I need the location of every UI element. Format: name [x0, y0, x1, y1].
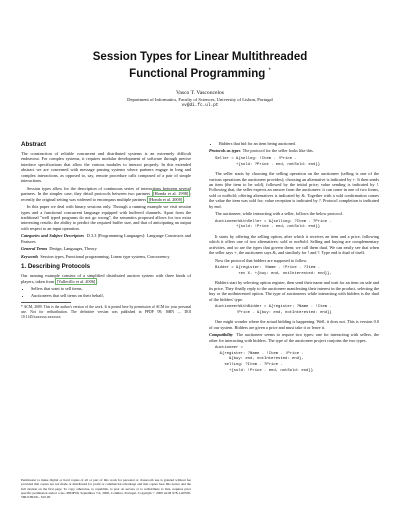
protocols-text: The protocol for the seller looks like this. [242, 148, 314, 154]
abstract-heading: Abstract [21, 141, 47, 148]
abstract-p2-text-a: Session types allow for the description of continuous series of interactions between several partners. In the simpler case, they detail protocols between two partners [21, 185, 191, 197]
paper-header [20, 50, 380, 109]
footnote: * ACM, 2009. This is the author's version of the work. It is posted here by permission of ACM for your personal use. Not for redistribution. The definitive version was published in PPDP '09, ISBN ..., DOI 10.1145/xxxxxxx.xxxxxxx [21, 305, 191, 319]
left-column [21, 141, 191, 319]
seller-paragraph: The seller starts by choosing the selling operation on the auctioneer (selling is one of the various operations the auctioneer provides); choosing an alternative is indicated by +. It then sends an item (the item to be sold), followed by the initial price; value sending is indicated by !. Following that, the seller expects an answer from the auctioneer: it can come in one of two forms, sold or notSold; offering alternatives is indicated by &. Together with a sold confirmation comes the value the item was sold for; value reception is indicated by ?. Protocol completion is indicated by end. [209, 171, 379, 209]
title-line-1: Session Types for Linear Multithreaded [92, 51, 308, 63]
footnote-rule [21, 302, 71, 303]
auctioneer-paragraph: The auctioneer, while interacting with a seller, follows the below protocol. [215, 211, 343, 217]
code-block-auctioneer-bidder: AuctioneerWithBidder = &{register: ?Name . !Item . !Price . &{buy: end, notInterested: end}} [215, 305, 332, 315]
protocols-label: Protocols as types [209, 148, 241, 154]
citation-link[interactable]: [Vallecillo et al. 2006] [56, 278, 96, 284]
general-terms-label: General Terms [21, 246, 48, 252]
abstract-paragraph-2 [21, 186, 191, 202]
one-weak-paragraph: One might wonder where the actual bidding is happening. Well, it does not. This is version 0.0 of our system. Bidders are given a price and must take it or leave it. [209, 319, 379, 330]
compatibility-label: Compatibility [209, 332, 233, 338]
player-list [21, 286, 191, 298]
section-paragraph-1 [21, 273, 191, 284]
code-block-seller: Seller = &{sellng: !Item . !Price . +{sold: ?Price . end, notSold: end}} [215, 156, 321, 167]
author-affiliation: Department of Informatics, Faculty of Sciences, University of Lisbon, Portugal [127, 96, 273, 102]
bidder-intro-paragraph: Now the protocol that bidders are supposed to follow. [215, 257, 308, 263]
code-block-auctioneer-seller: AuctioneerWithSeller = &{selling: ?Item . ?Price . +{sold: !Price . end, notSold: end}} [215, 219, 332, 230]
list-item: • Bidders that bid for an item being auctioned. [219, 141, 379, 146]
abstract-p2-text-b: ; recently the original setting was widened to encompass multiple partners [21, 191, 191, 202]
copyright-notice: Permission to make digital or hard copies of all or part of this work for personal or classroom use is granted without fee provided that copies are not made or distributed for profit or commercial advantage and that copies bear this notice and the full citation on the first page. To copy otherwise, to republish, to post on servers or to redistribute to lists, requires prior specific permission and/or a fee. PPDP'09, September 7-9, 2009, Coimbra, Portugal. Copyright © 2009 ACM 978-1-60558-568-0/09/09... $10.00 [21, 478, 191, 500]
keywords-text: Session types, Functional programming, Linear type systems, Concurrency [40, 253, 170, 259]
player-list-continued [209, 141, 379, 146]
author-name: Vasco T. Vasconcelos [175, 89, 224, 96]
section-heading: 1. Describing Protocols [21, 263, 91, 271]
categories [21, 233, 191, 244]
general-terms-text: Design, Languages, Theory [49, 246, 97, 252]
title-line-2: Functional Programming [129, 67, 266, 80]
compatibility-paragraph [209, 332, 379, 343]
author-email[interactable]: vv@di.fc.ul.pt [181, 102, 219, 108]
categories-text: D.3.3 [Programming Languages]: Language Constructs and Features [21, 233, 191, 244]
citation-link[interactable]: [Honda et al. 2008] [148, 196, 183, 202]
section-p1-text-a: Our running example consists of a simplified distributed auction system with three kinds of players, taken from [21, 273, 191, 284]
paper-title [20, 50, 380, 81]
categories-label: Categories and Subject Descriptors [21, 233, 85, 239]
compatibility-text: The auctioneer seems to require two types: one for interacting with sellers, the other for interacting with bidders. The type of the auctioneer project conjoins the two types. [209, 332, 379, 343]
keywords [21, 254, 191, 259]
offer-paragraph: It starts by offering the selling option, after which it receives an item and a price, following which it offers one of two alternatives: sold or notSold. Selling and buying are complementary activities, and so are the types that govern them; we call them dual. We can easily see that when the seller says +, the auctioneer says &, and similarly for ! and ?. Type end is dual of itself. [209, 233, 379, 256]
title-footnote-mark: * [268, 68, 271, 74]
keywords-label: Keywords [21, 253, 39, 259]
right-column [209, 141, 379, 377]
abstract-paragraph-3: In this paper we deal with binary sessions only. Through a running example we visit session types and a functional concurrent language equipped with buffered channels. Apart from the traditional "well typed programs do not go wrong", the semantics proposed allows for two extra interesting results: the ability to predict the required buffer size, and that of anticipating an output with respect to an input operation. [21, 204, 191, 231]
code-block-auctioneer: Auctioneer = &{register: ?Name . !Item . !Price . &{buy: end, notInterested: end}, selling: ?Item . ?Price . +{sold: !Price . end, notSold: end}} [215, 346, 314, 373]
abstract-p2-text-c: . [183, 196, 185, 202]
bidders-paragraph: Bidders start by selecting option register, then send their name and wait for an item on sale and its price. They finally reply to the auctioneer manifesting their interest in the product, selecting the buy or the notInterested option. The type of auctioneers while interacting with bidders is the dual of the bidders' type. [209, 280, 379, 302]
protocols-paragraph [209, 148, 379, 153]
list-item: • Sellers that want to sell items, [31, 286, 191, 291]
abstract-paragraph-1: The construction of reliable concurrent and distributed systems is an extremely difficult endeavour. For complex systems, it requires modular development of software through precise interface specifications that allow the various modules to interact properly. In this extended abstract we are concerned with message passing systems where partners engage in long and complex interactions, as opposed to, say, remote procedure calls composed of a pair of simple interactions. [21, 151, 191, 184]
list-item: • Auctioneers that sell items on their behalf, [31, 293, 191, 298]
citation-link[interactable]: [Honda et al. 1998] [153, 191, 189, 197]
section-p1-text-b: . [96, 278, 98, 284]
general-terms [21, 246, 191, 251]
code-block-bidder: Bidder = &{register: !Name . !Price . ?Item . rec X. +{buy: end, notInterested: end}}, [215, 266, 332, 276]
